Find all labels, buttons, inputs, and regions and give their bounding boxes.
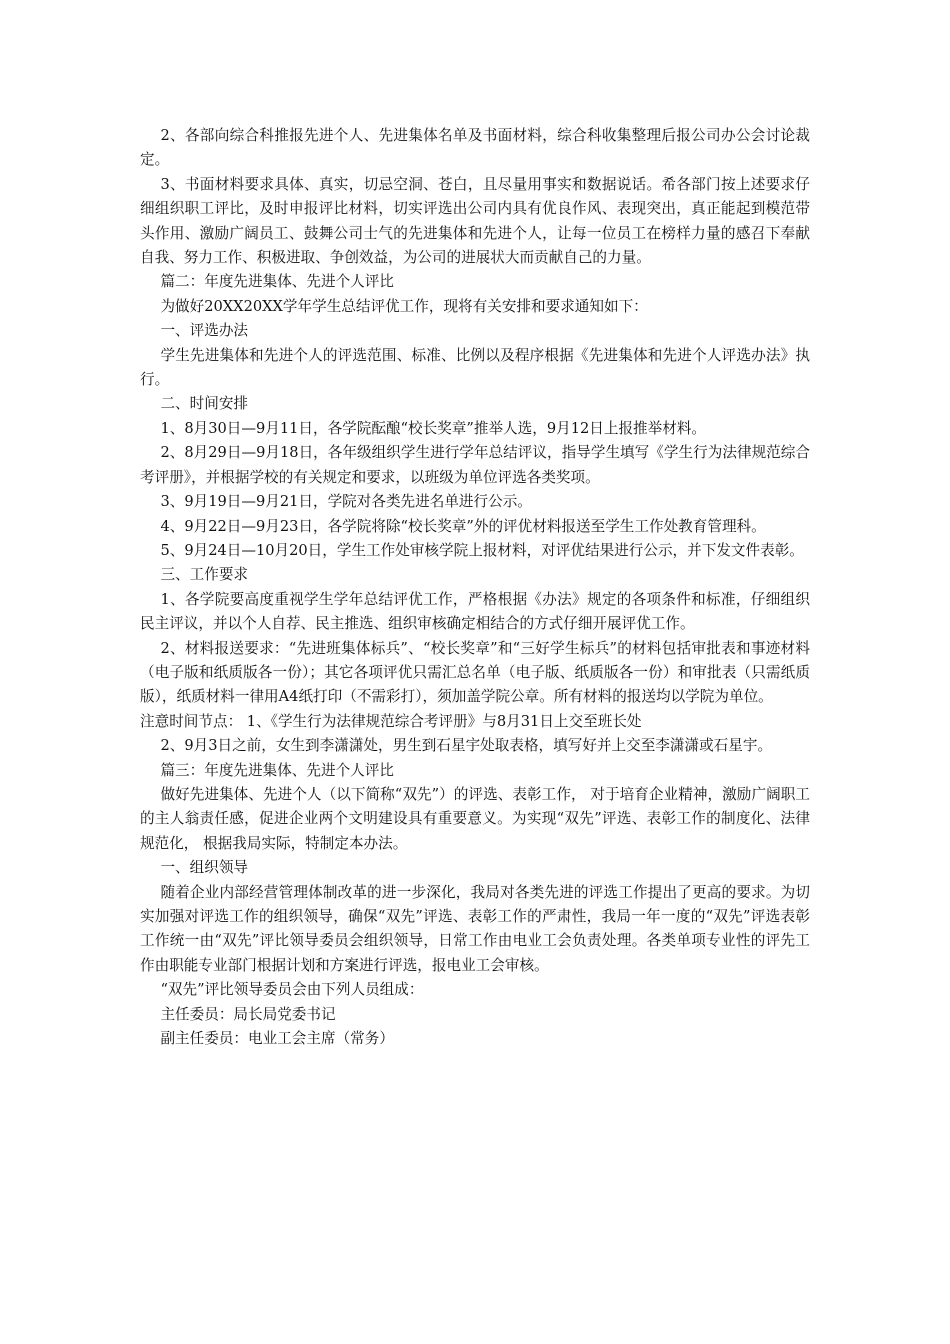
list-item: 4、9月22日—9月23日，各学院将除“校长奖章”外的评优材料报送至学生工作处教育管理科。 [160, 517, 766, 535]
section-heading: 篇二：年度先进集体、先进个人评比 [160, 273, 394, 291]
paragraph: 做好先进集体、先进个人（以下简称“双先”）的评选、表彰工作， 对于培育企业精神，激励广阔职工 的主人翁责任感，促进企业两个文明建设具有重要意义。为实现“双先”评选、表彰工作的制度化、法律规范化， 根据我局实际，特制定本办法。 [140, 785, 810, 852]
section-heading: 二、时间安排 [160, 395, 249, 413]
note-line: 注意时间节点： 1、《学生行为法律规范综合考评册》与8月31日上交至班长处 [140, 712, 642, 730]
paragraph: 学生先进集体和先进个人的评选范围、标准、比例以及程序根据《先进集体和先进个人评选办法》执行。 [140, 346, 810, 389]
section-heading: 篇三：年度先进集体、先进个人评比 [160, 761, 394, 779]
list-item: 2、9月3日之前，女生到李潇潇处，男生到石星宇处取表格，填写好并上交至李潇潇或石星宇。 [160, 737, 773, 755]
section-heading: 一、评选办法 [160, 322, 249, 340]
paragraph: 随着企业内部经营管理体制改革的进一步深化，我局对各类先进的评选工作提出了更高的要求。为切实加强对评选工作的组织领导，确保“双先”评选、表彰工作的严肃性，我局一年一度的“双先”评选表彰工作统一由“双先”评比领导委员会组织领导，日常工作由电业工会负责处理。各类单项专业性的评先工作由职能专业部门根据计划和方案进行评选，报电业工会审核。 [140, 883, 810, 974]
list-item: 2、材料报送要求：“先进班集体标兵”、“校长奖章”和“三好学生标兵”的材料包括审批表和事迹材料（电子版和纸质版各一份）；其它各项评优只需汇总名单（电子版、纸质版各一份）和审批表（只需纸质版），纸质材料一律用A4纸打印（不需彩打），须加盖学院公章。所有材料的报送均以学院为单位。 [140, 639, 810, 706]
list-item: 1、8月30日—9月11日，各学院酝酿“校长奖章”推举人选，9月12日上报推举材料。 [160, 419, 707, 437]
list-item: 3、9月19日—9月21日，学院对各类先进名单进行公示。 [160, 493, 532, 511]
list-item: 1、各学院要高度重视学生学年总结评优工作，严格根据《办法》规定的各项条件和标准，仔细组织民主评议，并以个人自荐、民主推选、组织审核确定相结合的方式仔细开展评优工作。 [140, 590, 810, 633]
paragraph: 主任委员：局长局党委书记 [160, 1005, 336, 1023]
paragraph: “双先”评比领导委员会由下列人员组成： [160, 981, 424, 999]
list-item: 5、9月24日—10月20日，学生工作处审核学院上报材料，对评优结果进行公示，并下发文件表彰。 [160, 541, 804, 559]
list-item: 2、8月29日—9月18日，各年级组织学生进行学年总结评议，指导学生填写《学生行为法律规范综合考评册》，并根据学校的有关规定和要求，以班级为单位评选各类奖项。 [140, 444, 810, 486]
paragraph: 2、各部向综合科推报先进个人、先进集体名单及书面材料，综合科收集整理后报公司办公会讨论裁定。 [140, 127, 810, 169]
paragraph: 副主任委员：电业工会主席（常务） [160, 1030, 394, 1048]
paragraph: 3、书面材料要求具体、真实，切忌空洞、苍白，且尽量用事实和数据说话。希各部门按上述要求仔细组织职工评比，及时申报评比材料，切实评选出公司内具有优良作风、表现突出，真正能起到模范带头作用、激励广阔员工、鼓舞公司士气的先进集体和先进个人，让每一位员工在榜样力量的感召下奉献自我、努力工作、积极进取、争创效益，为公司的进展状大而贡献自己的力量。 [140, 175, 810, 267]
document-body [140, 124, 810, 1051]
section-heading: 三、工作要求 [160, 566, 249, 584]
section-heading: 一、组织领导 [160, 859, 249, 877]
paragraph: 为做好20XX20XX学年学生总结评优工作，现将有关安排和要求通知如下： [160, 297, 648, 315]
